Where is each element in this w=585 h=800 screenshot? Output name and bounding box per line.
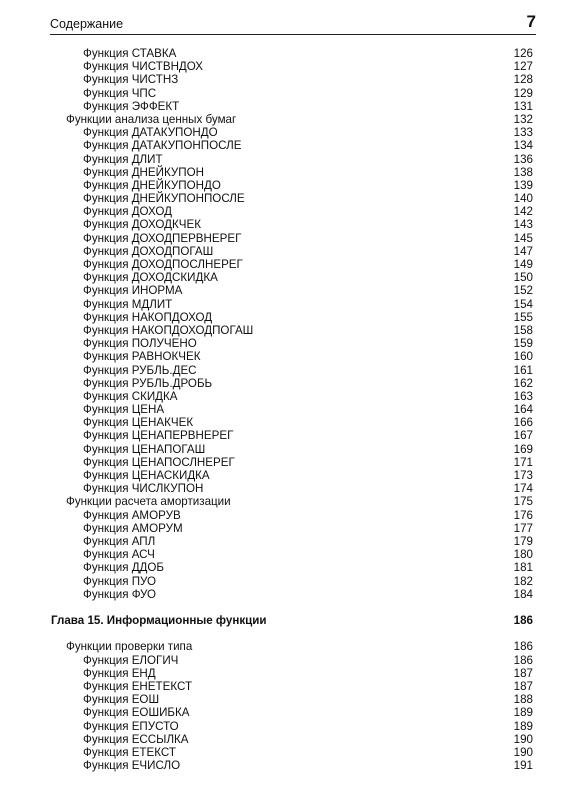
running-header (50, 12, 536, 35)
toc-entry-page: 171 (513, 455, 533, 469)
toc-entry (0, 73, 585, 86)
toc-entry-label: Функция ЦЕНА (83, 403, 165, 417)
toc-entry-page: 177 (513, 521, 533, 535)
toc-entry-page: 169 (513, 442, 533, 456)
toc-entry-page: 182 (513, 574, 533, 588)
toc-entry-page: 134 (513, 139, 533, 153)
toc-entry-page: 128 (513, 73, 533, 87)
toc-entry-label: Функция РУБЛЬ.ДРОБЬ (83, 376, 213, 390)
table-of-contents (0, 47, 585, 772)
toc-entry-label: Функция РУБЛЬ.ДЕС (83, 363, 197, 377)
toc-spacer (0, 627, 585, 640)
toc-entry-page: 142 (513, 205, 533, 219)
toc-entry (0, 759, 585, 772)
toc-entry-label: Функция РАВНОКЧЕК (83, 350, 201, 364)
toc-entry-label: Функция ЦЕНАПЕРВНЕРЕГ (83, 429, 234, 443)
toc-entry-page: 184 (513, 587, 533, 601)
toc-entry (0, 245, 585, 258)
toc-entry-label: Функция ЕОШ (83, 693, 160, 707)
toc-entry-label: Функция ДАТАКУПОНПОСЛЕ (83, 139, 242, 153)
toc-entry (0, 456, 585, 469)
toc-entry-label: Функция ЕЧИСЛО (83, 759, 181, 773)
toc-entry-page: 149 (513, 258, 533, 271)
toc-entry-page: 136 (513, 152, 533, 166)
toc-entry-label: Функция ЕНД (83, 666, 156, 680)
toc-entry-label: Функции анализа ценных бумаг (66, 112, 237, 126)
toc-entry-label: Функция ЦЕНАКЧЕК (83, 416, 194, 430)
toc-entry-label: Функция МДЛИТ (83, 297, 173, 311)
toc-entry-label: Функция ЕНЕТЕКСТ (83, 680, 193, 693)
toc-entry (0, 443, 585, 456)
toc-entry-page: 129 (513, 86, 533, 100)
toc-entry-page: 191 (513, 759, 533, 773)
toc-entry (0, 377, 585, 390)
toc-entry-label: Функция ДОХОДКЧЕК (83, 218, 201, 232)
toc-entry-page: 187 (513, 680, 533, 693)
toc-entry (0, 548, 585, 561)
toc-entry-page: 164 (513, 403, 533, 417)
toc-entry (0, 654, 585, 667)
toc-entry (0, 429, 585, 442)
toc-entry (0, 324, 585, 337)
toc-entry-label: Функция ДДОБ (83, 561, 165, 575)
toc-entry (0, 575, 585, 588)
toc-entry (0, 139, 585, 152)
toc-entry (0, 416, 585, 429)
toc-entry-label: Функция ДЛИТ (83, 152, 163, 166)
header-title: Содержание (50, 17, 124, 31)
toc-entry-label: Функция ИНОРМА (83, 284, 183, 298)
toc-entry (0, 298, 585, 311)
toc-entry-label: Функция ДОХОДСКИДКА (83, 271, 218, 285)
toc-entry (0, 680, 585, 693)
toc-entry (0, 284, 585, 297)
toc-entry-label: Глава 15. Информационные функции (51, 614, 267, 628)
toc-entry (0, 218, 585, 231)
toc-entry (0, 469, 585, 482)
toc-entry-label: Функция ДАТАКУПОНДО (83, 126, 218, 140)
toc-entry-page: 173 (513, 469, 533, 482)
toc-entry-page: 158 (513, 323, 533, 337)
toc-entry (0, 87, 585, 100)
toc-entry-page: 163 (513, 389, 533, 403)
toc-entry-label: Функция ДОХОДПЕРВНЕРЕГ (83, 231, 242, 245)
toc-entry (0, 100, 585, 113)
toc-entry (0, 311, 585, 324)
toc-entry-label: Функция ДНЕЙКУПОН (83, 165, 204, 179)
toc-entry-label: Функция АМОРУВ (83, 508, 181, 522)
toc-entry-label: Функция ФУО (83, 587, 156, 601)
toc-entry-page: 131 (513, 99, 533, 113)
toc-entry-label: Функция АСЧ (83, 548, 155, 562)
toc-entry (0, 693, 585, 706)
toc-entry-label: Функция ДНЕЙКУПОНДО (83, 178, 221, 192)
toc-entry-page: 162 (513, 376, 533, 390)
toc-entry-label: Функция ДНЕЙКУПОНПОСЛЕ (83, 192, 245, 206)
toc-entry-label: Функции проверки типа (66, 640, 193, 654)
toc-entry-page: 186 (513, 614, 533, 628)
toc-entry-page: 190 (513, 745, 533, 759)
toc-entry-page: 167 (513, 429, 533, 443)
toc-entry-page: 174 (513, 482, 533, 496)
toc-entry-page: 150 (513, 271, 533, 285)
toc-entry-label: Функция ЕССЫЛКА (83, 732, 189, 746)
toc-entry-label: Функция ДОХОДПОСЛНЕРЕГ (83, 258, 243, 271)
toc-entry-page: 143 (513, 218, 533, 232)
toc-entry-page: 127 (513, 60, 533, 74)
toc-chapter-entry (0, 614, 585, 627)
toc-entry-page: 140 (513, 192, 533, 206)
header-page-number: 7 (526, 12, 536, 31)
toc-entry-label: Функция ЧПС (83, 86, 157, 100)
toc-entry-page: 147 (513, 244, 533, 258)
toc-entry-page: 189 (513, 719, 533, 733)
toc-entry-page: 139 (513, 178, 533, 192)
toc-entry-label: Функция ЕЛОГИЧ (83, 653, 179, 667)
toc-entry (0, 47, 585, 60)
toc-section-entry (0, 640, 585, 653)
toc-entry (0, 179, 585, 192)
toc-entry (0, 667, 585, 680)
toc-entry-label: Функция ЕТЕКСТ (83, 745, 176, 759)
toc-entry-page: 126 (513, 47, 533, 60)
toc-entry-label: Функция АПЛ (83, 534, 156, 548)
toc-entry-label: Функция НАКОПДОХОД (83, 310, 213, 324)
toc-entry (0, 271, 585, 284)
toc-entry-page: 190 (513, 732, 533, 746)
toc-section-entry (0, 113, 585, 126)
toc-entry-page: 179 (513, 534, 533, 548)
toc-entry-label: Функции расчета амортизации (66, 495, 231, 509)
toc-entry-page: 152 (513, 284, 533, 298)
toc-entry-page: 132 (513, 112, 533, 126)
toc-entry-page: 186 (513, 653, 533, 667)
toc-entry (0, 364, 585, 377)
toc-entry-page: 161 (513, 363, 533, 377)
toc-entry (0, 205, 585, 218)
toc-entry-page: 159 (513, 337, 533, 351)
toc-entry-page: 138 (513, 165, 533, 179)
toc-entry (0, 192, 585, 205)
toc-entry-page: 166 (513, 416, 533, 430)
toc-entry-page: 175 (513, 495, 533, 509)
toc-entry-label: Функция ЧИСЛКУПОН (83, 482, 204, 496)
toc-entry-label: Функция ЦЕНАПОСЛНЕРЕГ (83, 455, 235, 469)
toc-entry-page: 189 (513, 706, 533, 720)
toc-entry (0, 522, 585, 535)
toc-entry (0, 561, 585, 574)
toc-entry (0, 232, 585, 245)
toc-entry-label: Функция ЭФФЕКТ (83, 99, 180, 113)
toc-entry-page: 188 (513, 693, 533, 707)
toc-entry-label: Функция ЧИСТВНДОХ (83, 60, 204, 74)
toc-entry-page: 133 (513, 126, 533, 140)
toc-entry-page: 145 (513, 231, 533, 245)
toc-entry-label: Функция АМОРУМ (83, 521, 183, 535)
toc-entry (0, 403, 585, 416)
toc-entry (0, 720, 585, 733)
toc-entry-label: Функция ДОХОДПОГАШ (83, 244, 214, 258)
toc-entry (0, 588, 585, 601)
toc-entry (0, 509, 585, 522)
toc-entry-page: 180 (513, 548, 533, 562)
toc-entry (0, 337, 585, 350)
toc-entry (0, 60, 585, 73)
toc-entry-label: Функция ПОЛУЧЕНО (83, 337, 197, 351)
toc-entry-label: Функция ЕПУСТО (83, 719, 179, 733)
toc-entry (0, 746, 585, 759)
toc-entry-label: Функция СКИДКА (83, 389, 178, 403)
toc-entry (0, 733, 585, 746)
toc-entry-label: Функция ЕОШИБКА (83, 706, 190, 720)
toc-entry-label: Функция ЧИСТНЗ (83, 73, 179, 87)
toc-entry-label: Функция СТАВКА (83, 47, 177, 60)
toc-entry-page: 160 (513, 350, 533, 364)
toc-entry-page: 176 (513, 508, 533, 522)
toc-entry-label: Функция ЦЕНАСКИДКА (83, 469, 210, 482)
toc-entry-label: Функция ПУО (83, 574, 157, 588)
toc-entry-page: 187 (513, 666, 533, 680)
toc-entry (0, 390, 585, 403)
toc-spacer (0, 601, 585, 614)
toc-entry-label: Функция НАКОПДОХОДПОГАШ (83, 323, 254, 337)
toc-entry-page: 186 (513, 640, 533, 654)
toc-entry-page: 181 (513, 561, 533, 575)
toc-entry-label: Функция ЦЕНАПОГАШ (83, 442, 206, 456)
toc-entry (0, 153, 585, 166)
toc-entry (0, 126, 585, 139)
toc-entry (0, 258, 585, 271)
toc-entry (0, 706, 585, 719)
toc-entry (0, 482, 585, 495)
toc-entry-page: 154 (513, 297, 533, 311)
toc-entry (0, 350, 585, 363)
toc-entry-label: Функция ДОХОД (83, 205, 173, 219)
toc-entry (0, 535, 585, 548)
toc-entry (0, 166, 585, 179)
toc-entry-page: 155 (513, 310, 533, 324)
toc-section-entry (0, 495, 585, 508)
